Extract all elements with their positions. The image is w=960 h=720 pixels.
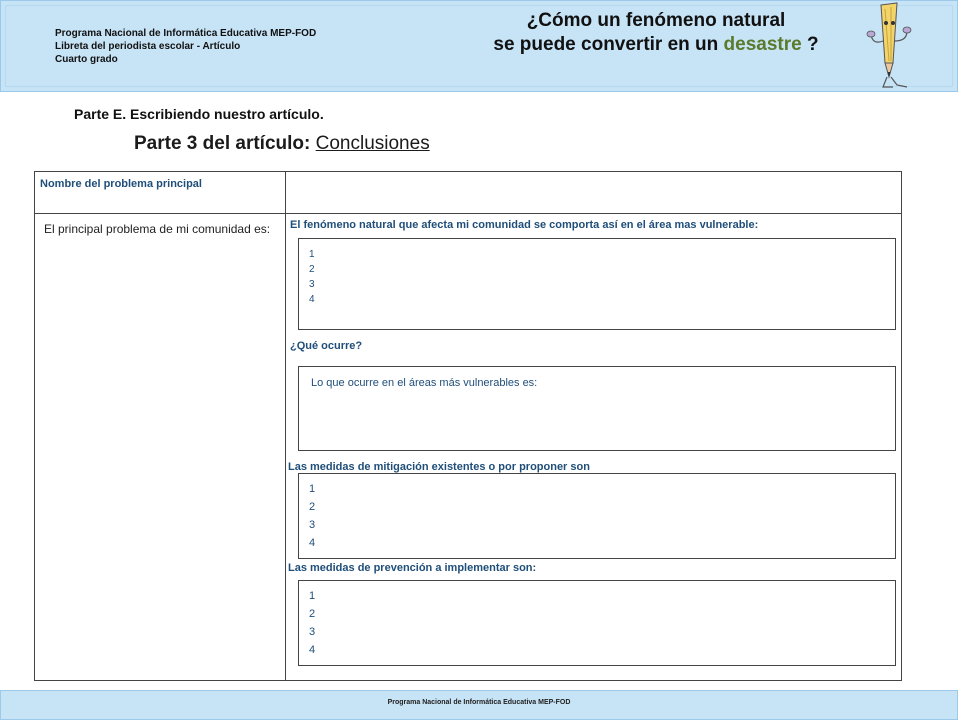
table-row-divider [34,213,902,214]
pencil-mascot-icon [863,1,933,93]
parte-3-label: Parte 3 del artículo: [134,133,311,154]
list-item: 4 [309,537,316,549]
phenomenon-question: El fenómeno natural que afecta mi comunidad se comporta así en el área mas vulnerable: [290,219,759,231]
what-happens-answer-box[interactable] [298,366,896,451]
list-item: 2 [309,608,316,620]
program-info [55,27,316,66]
section-heading-parte-3 [134,133,430,155]
title-line-2-post: ? [801,34,819,55]
page-title [431,9,881,57]
title-line-2-pre: se puede convertir en un [493,34,724,55]
list-item: 4 [309,294,315,305]
footer-text: Programa Nacional de Informática Educativa MEP-FOD [387,699,571,706]
main-problem-prompt: El principal problema de mi comunidad es: [44,222,271,236]
mitigation-answer-box[interactable] [298,473,896,559]
section-heading-parte-e: Parte E. Escribiendo nuestro artículo. [74,106,324,122]
mitigation-list [309,480,315,552]
title-highlight-word: desastre [723,34,802,55]
list-item: 2 [309,501,316,513]
list-item: 1 [309,590,316,602]
program-line: Programa Nacional de Informática Educativa MEP-FOD [55,28,317,39]
notebook-line: Libreta del periodista escolar - Artículo [55,41,241,52]
phenomenon-answer-box[interactable] [298,238,896,330]
what-happens-question: ¿Qué ocurre? [290,340,363,352]
list-item: 4 [309,644,316,656]
parte-3-conclusions: Conclusiones [315,133,430,154]
list-item: 1 [309,249,315,260]
title-line-1: ¿Cómo un fenómeno natural [526,10,786,31]
title-line-2 [431,33,881,57]
table-column-divider [285,171,286,681]
prevention-question: Las medidas de prevención a implementar son: [288,562,537,574]
list-item: 1 [309,483,316,495]
main-problem-name-label: Nombre del problema principal [40,178,202,190]
grade-line: Cuarto grado [55,54,118,65]
phenomenon-list [309,247,315,307]
what-happens-prompt: Lo que ocurre en el áreas más vulnerables es: [311,377,538,389]
list-item: 2 [309,264,315,275]
mitigation-question: Las medidas de mitigación existentes o por proponer son [288,461,590,473]
footer-banner [0,690,958,720]
header-banner [0,0,958,92]
prevention-answer-box[interactable] [298,580,896,666]
list-item: 3 [309,279,315,290]
prevention-list [309,587,315,659]
list-item: 3 [309,626,316,638]
list-item: 3 [309,519,316,531]
